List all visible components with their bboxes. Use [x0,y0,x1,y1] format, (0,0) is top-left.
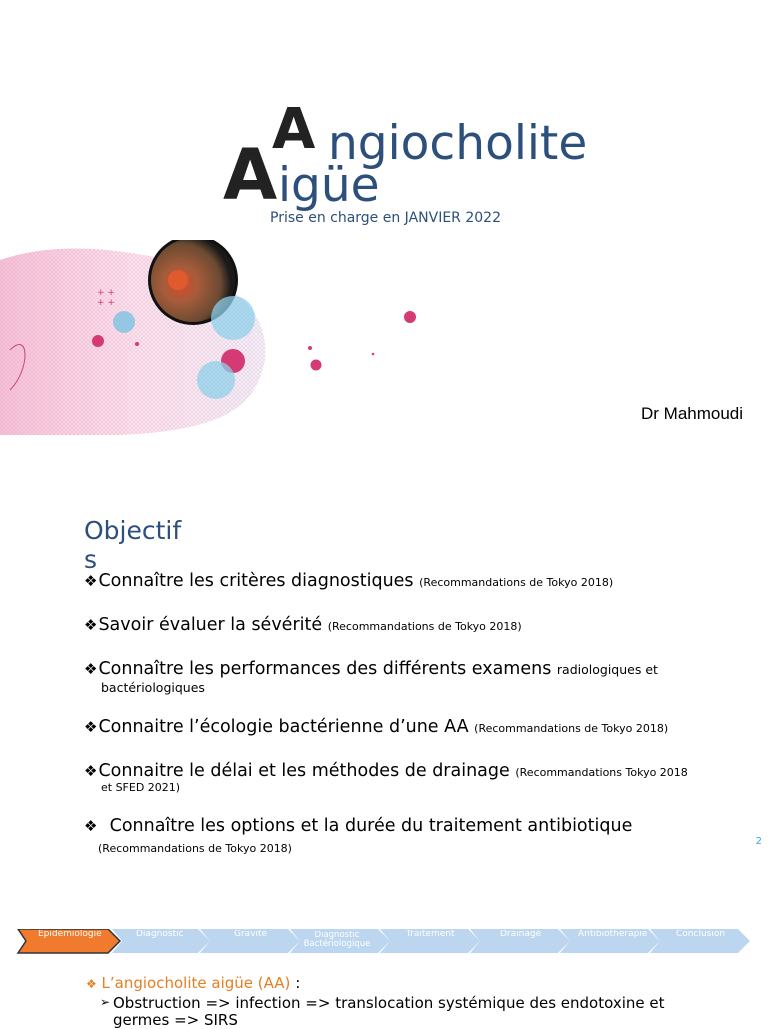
diamond-bullet-icon: ❖ [86,977,97,991]
title-big-letter-2: A [223,134,278,216]
author-name: Dr Mahmoudi [641,404,744,423]
decorative-illustration [0,240,430,435]
objective-text: Connaitre l’écologie bactérienne d’une AA [98,717,469,737]
arrow-bullet-icon: ➢ [100,995,111,1009]
diamond-bullet-icon: ❖ [84,762,98,780]
step-label: Antibiothérapie [578,930,648,939]
diamond-bullet-icon: ❖ [84,660,98,678]
objective-reference: (Recommandations Tokyo 2018 [515,766,688,779]
objective-reference-continued: bactériologiques [101,680,205,695]
objective-item [84,571,613,593]
definition-title: L’angiocholite aigüe (AA) [101,974,291,992]
objective-reference: (Recommandations de Tokyo 2018) [327,620,522,633]
objective-reference: radiologiques et [556,662,658,677]
content-slide [0,912,768,1029]
diamond-bullet-icon: ❖ [84,817,98,835]
objective-item [84,717,668,739]
objective-text: Savoir évaluer la sévérité [98,615,323,635]
objective-item [84,615,522,637]
title-big-letter-1: A [272,97,316,162]
objective-reference-continued: et SFED 2021) [101,781,181,794]
step-label: Conclusion [676,930,726,939]
step-label: Drainage [500,930,542,939]
definition-heading [86,974,300,992]
title-word-1: ngiocholite [328,116,588,171]
svg-text:+ +: + + [97,288,115,298]
objective-text: Connaître les options et la durée du traitement antibiotique [109,816,633,836]
definition-colon: : [290,974,301,992]
svg-text:+ +: + + [97,298,115,308]
step-label: Gravité [234,930,268,939]
objective-item [84,761,688,783]
step-label-active: Epidémiologie [38,930,102,939]
objective-text: Connaître les critères diagnostiques [98,571,414,591]
objective-item [84,659,658,680]
objectives-title: Objectifs [84,516,182,574]
diamond-bullet-icon: ❖ [84,572,98,590]
diamond-bullet-icon: ❖ [84,718,98,736]
diamond-bullet-icon: ❖ [84,616,98,634]
objective-reference-continued: (Recommandations de Tokyo 2018) [98,842,292,855]
objective-text: Connaitre le délai et les méthodes de drainage [98,761,510,781]
objective-reference: (Recommandations de Tokyo 2018) [419,576,614,589]
objective-text: Connaître les performances des différents examens [98,659,552,679]
title-slide [0,0,768,440]
objective-item [84,816,632,836]
definition-text: Obstruction => infection => translocation systémique des endotoxine et germes => SIRS [113,994,665,1029]
step-label: Diagnostic [136,930,184,939]
title-word-2: igüe [278,158,380,213]
slide-subtitle: Prise en charge en JANVIER 2022 [270,210,501,226]
step-label: Diagnostic Bactériologique [303,931,371,949]
page-number: 2 [755,836,762,847]
step-label: Traitement [406,930,455,939]
objectives-slide [0,500,768,870]
objective-reference: (Recommandations de Tokyo 2018) [474,722,669,735]
